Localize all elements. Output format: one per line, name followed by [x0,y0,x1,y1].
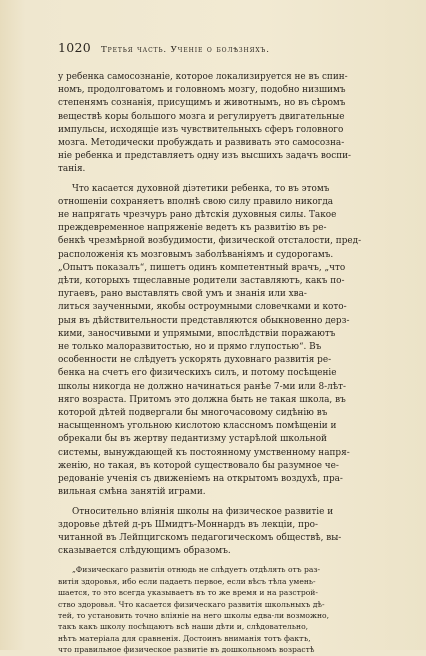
text-line: сказывается слѣдующимъ образомъ. [58,546,231,557]
text-line: литься заученными, якобы остроумными словечками и кото- [58,302,347,313]
paragraph [58,71,394,177]
text-line: обрекали бы въ жертву педантизму устарѣлой школьной [58,434,327,445]
text-line: пугаевъ, рано выставлять свой умъ и знанiя или хва- [58,289,307,300]
text-line: не напрягать чрезчуръ рано дѣтскiя духовныя силы. Такое [58,210,337,221]
text-line: импульсы, исходящiе изъ чувствительныхъ сферъ головного [58,124,344,135]
text-line: у ребенка самосознанiе, которое локализируется не въ спин- [58,72,348,82]
text-line: не только малоразвитостью, но и прямо глупостью“. Въ [58,342,322,353]
text-line: мозга. Методически пробуждать и развивать это самосозна- [58,138,345,149]
text-line: преждевременное напряженiе ведетъ къ развитiю въ ре- [58,223,327,234]
text-line: дѣти, которыхъ тщеславные родители заставляютъ, какъ по- [58,276,345,287]
body-text [58,71,394,558]
text-line: степенямъ сознанiя, присущимъ и животнымъ, но въ сѣромъ [58,98,346,109]
quote-line: ство здоровья. Что касается физическаго развитiя школьныхъ дѣ- [58,599,325,609]
text-line: бенкѣ чрезмѣрной возбудимости, физической отсталости, пред- [58,236,362,247]
text-line: читанной въ Лейпцигскомъ педагогическомъ обществѣ, вы- [58,532,342,543]
text-line: здоровье дѣтей д-ръ Шмидтъ-Моннардъ въ лекцiи, про- [58,519,318,530]
text-line: школы никогда не должно начинаться ранѣе 7-ми или 8-лѣт- [58,381,347,392]
text-line: номъ, продолговатомъ и головномъ мозгу, подобно низшимъ [58,85,346,96]
text-line: кими, заносчивыми и упрямыми, впослѣдствiи поражаютъ [58,328,336,339]
paragraph [58,183,394,500]
quote-line: что правильное физическое развитiе въ дошкольномъ возрастѣ [58,645,315,655]
text-line: няго возраста. Притомъ это должна быть не такая школа, въ [58,394,346,405]
text-line: расположенiя къ мозговымъ заболѣванiямъ и судорогамъ. [58,249,334,260]
page-header [58,40,393,55]
text-line: рыя въ дѣйствительности представляются обыкновенно дерз- [58,315,350,326]
quote-line: нѣтъ матерiала для сравненiя. Достоинъ вниманiя тотъ фактъ, [58,633,311,643]
quote-line: тей, то установить точно влiянiе на него школы едва-ли возможно, [58,610,330,620]
text-line: Относительно влiянiя школы на физическое развитiе и [72,506,334,517]
block-quote [58,564,393,655]
text-line: Что касается духовной дiэтетики ребенка, то въ этомъ [72,183,330,194]
text-line: системы, вынуждающей къ постоянному умственному напря- [58,447,350,458]
text-line: вильная смѣна занятiй играми. [58,487,206,498]
quote-line: витiя здоровья, ибо если падаетъ первое, если вѣсъ тѣла умень- [58,576,316,586]
text-line: редованiе ученiя съ движенiемъ на открытомъ воздухѣ, пра- [58,474,343,485]
text-line: веществѣ коры большого мозга и регулируетъ двигательные [58,111,345,122]
running-head: Третья часть. Ученiе о болѣзняхъ. [101,45,270,55]
text-line: бенка на счетъ его физическихъ силъ, и потому посѣщенiе [58,368,337,379]
text-line: отношенiи сохраняетъ вполнѣ свою силу правило никогда [58,196,334,207]
text-line: особенности не слѣдуетъ ускорять духовнаго развитiя ре- [58,355,332,366]
page-number: 1020 [58,40,92,55]
text-line: которой дѣтей подвергали бы многочасовому сидѣнiю въ [58,408,328,419]
text-line: танiя. [58,164,86,175]
text-line: нiе ребенка и представляетъ одну изъ высшихъ задачъ воспи- [58,151,352,162]
text-line: „Опытъ показалъ“, пишетъ одинъ компетентный врачъ, „что [58,262,346,273]
quote-line: „Физическаго развитiя отнюдь не слѣдуетъ отдѣлять отъ раз- [72,565,321,575]
text-line: женiю, но такая, въ которой существовало бы разумное че- [58,460,339,471]
paragraph [58,506,394,559]
text-line: насыщенномъ угольною кислотою классномъ помѣщенiи и [58,421,337,432]
quote-line: такъ какъ школу посѣщаютъ всѣ наши дѣти и, слѣдовательно, [58,622,309,632]
quote-line: шается, то это всегда указываетъ въ то же время и на разстрой- [58,588,318,598]
